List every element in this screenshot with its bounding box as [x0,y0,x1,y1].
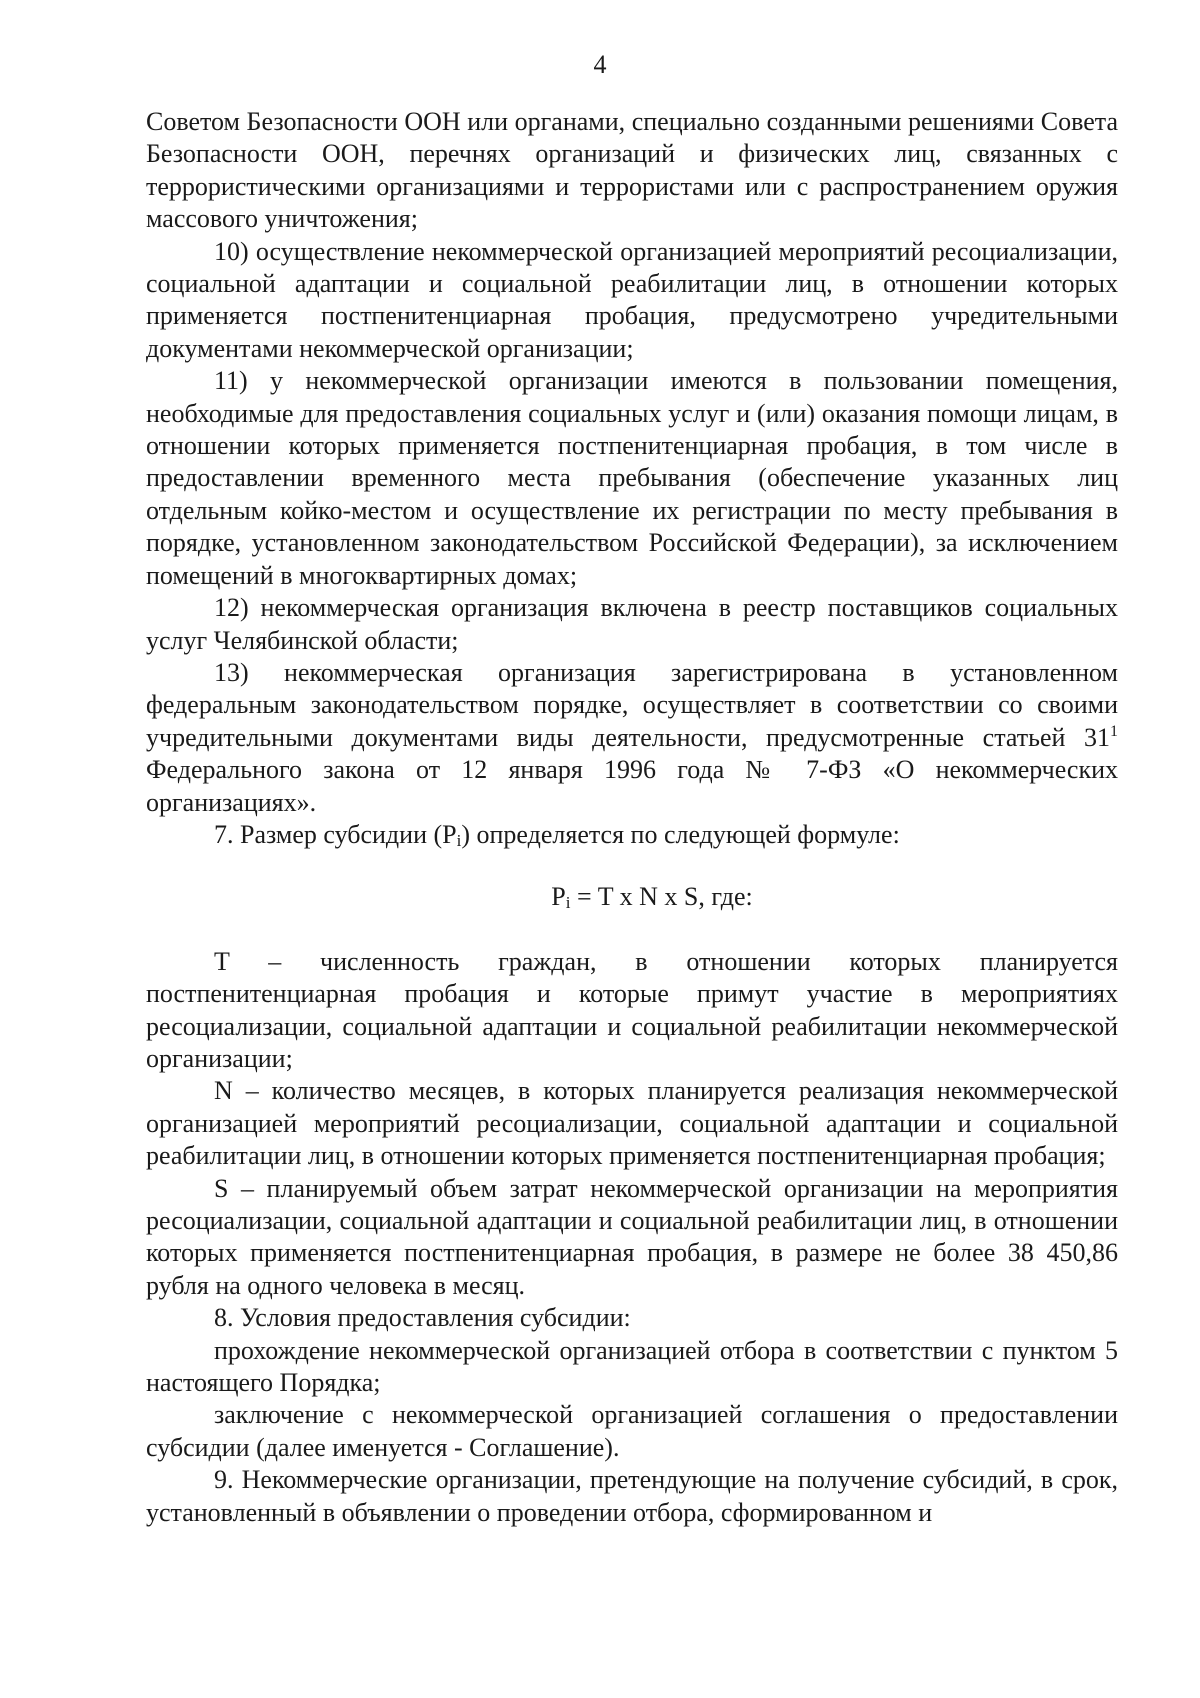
formula-symbol: P [551,882,566,912]
definition-t: T – численность граждан, в отношении которых планируется постпенитенциарная пробация и которые примут участие в мероприятиях ресоциализации, социальной адаптации и социальной реабилитации некоммерческой организации; [146,946,1118,1073]
item-13-superscript: 1 [1110,722,1118,740]
paragraph-continuation: Советом Безопасности ООН или органами, специально созданными решениями Совета Безопасности ООН, перечнях организаций и физических лиц, связанных с террористическими организациями и террористами или с распространением оружия массового уничтожения; [146,107,1118,234]
paragraph-section-7 [146,819,1118,851]
item-13-text-end: Федерального закона от 12 января 1996 года № 7-ФЗ «О некоммерческих организациях». [146,755,1118,817]
condition-agreement: заключение с некоммерческой организацией соглашения о предоставлении субсидии (далее именуется - Соглашение). [146,1400,1118,1462]
section-7-text-end: ) определяется по следующей формуле: [461,819,900,849]
subsidy-formula [146,881,1118,913]
paragraph-item-10: 10) осуществление некоммерческой организацией мероприятий ресоциализации, социальной адаптации и социальной реабилитации лиц, в отношении которых применяется постпенитенциарная пробация, предусмотрено учредительными документами некоммерческой организации; [146,236,1118,363]
paragraph-item-12: 12) некоммерческая организация включена в реестр поставщиков социальных услуг Челябинской области; [146,593,1118,655]
definition-n: N – количество месяцев, в которых планируется реализация некоммерческой организацией мероприятий ресоциализации, социальной адаптации и социальной реабилитации лиц, в отношении которых применяется постпенитенциарная пробация; [146,1076,1118,1171]
section-7-text-start: 7. Размер субсидии (P [214,819,457,849]
section-7-subscript: i [456,830,462,850]
page-number: 4 [593,50,607,79]
condition-selection: прохождение некоммерческой организацией отбора в соответствии с пунктом 5 настоящего Порядка; [146,1335,1118,1398]
item-13-text-start: 13) некоммерческая организация зарегистрирована в установленном федеральным законодательством порядке, осуществляет в соответствии со своими учредительными документами виды деятельности, предусмотренные статьей 31 [146,657,1118,752]
paragraph-item-13 [146,657,1118,819]
document-body [146,106,1118,1529]
formula-subscript: i [565,893,571,913]
paragraph-item-11: 11) у некоммерческой организации имеются в пользовании помещения, необходимые для предоставления социальных услуг и (или) оказания помощи лицам, в отношении которых применяется постпенитенциарная пробация, в том числе в предоставлении временного места пребывания (обеспечение указанных лиц отдельным койко-местом и осуществление их регистрации по месту пребывания в порядке, установленном законодательством Российской Федерации), за исключением помещений в многоквартирных домах; [146,366,1118,590]
definition-s: S – планируемый объем затрат некоммерческой организации на мероприятия ресоциализации, социальной адаптации и социальной реабилитации лиц, в отношении которых применяется постпенитенциарная пробация, в размере не более 38 450,86 рубля на одного человека в месяц. [146,1173,1118,1300]
paragraph-section-9: 9. Некоммерческие организации, претендующие на получение субсидий, в срок, установленный в объявлении о проведении отбора, сформированном и [146,1465,1118,1527]
formula-expression: = T x N x S, где: [570,882,753,912]
paragraph-section-8: 8. Условия предоставления субсидии: [214,1303,631,1333]
